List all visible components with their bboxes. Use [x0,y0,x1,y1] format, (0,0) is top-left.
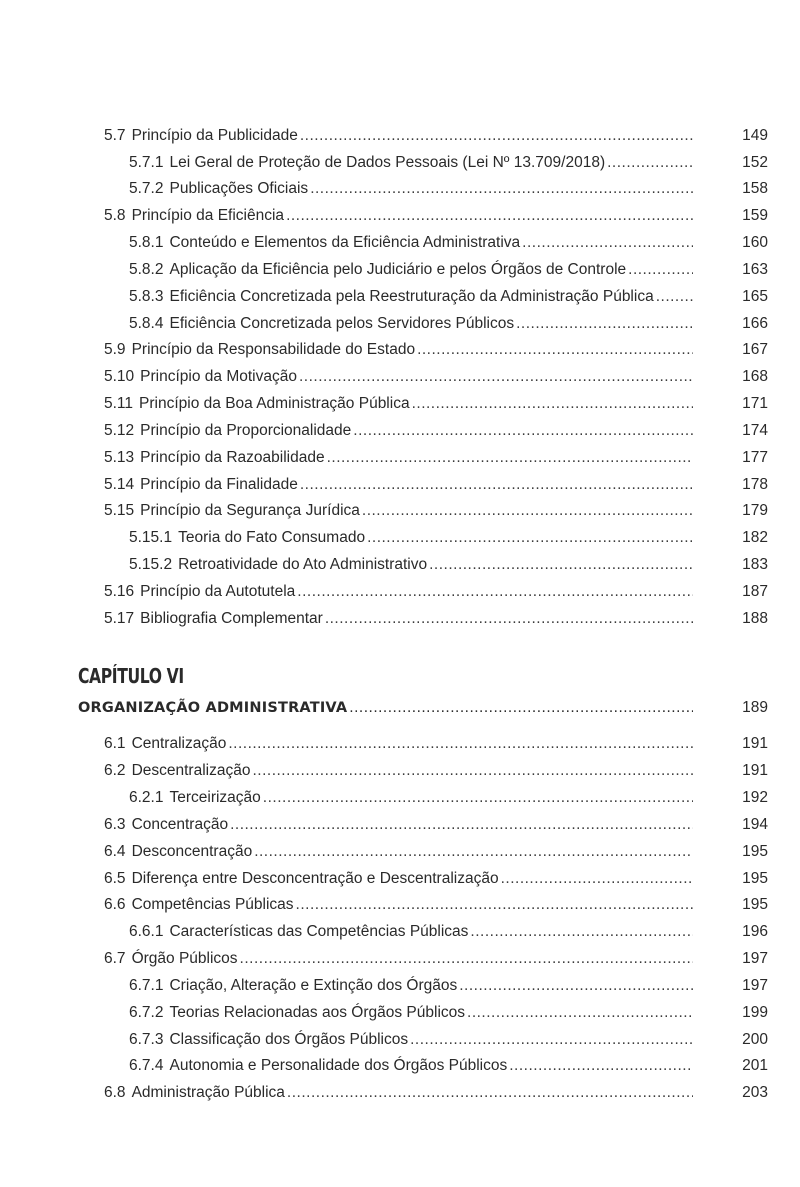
toc-entry [104,124,768,148]
entry-title: Princípio da Proporcionalidade [140,422,352,439]
entry-number: 6.7 [104,950,126,967]
dot-leader [412,392,693,416]
entry-page: 195 [742,896,768,913]
entry-page: 183 [742,556,768,573]
entry-number: 6.3 [104,816,126,833]
dot-leader [362,499,693,523]
toc-entry [129,285,768,309]
entry-title: Descentralização [131,762,251,779]
entry-title: Publicações Oficiais [169,180,309,197]
entry-page: 187 [742,583,768,600]
dot-leader [297,580,693,604]
entry-page: 159 [742,207,768,224]
entry-page: 192 [742,789,768,806]
entry-page: 177 [742,449,768,466]
entry-page: 197 [742,950,768,967]
dot-leader [230,813,693,837]
entry-number: 6.2 [104,762,126,779]
dot-leader [263,786,693,810]
toc-entry [104,947,768,971]
entry-title: Classificação dos Órgãos Públicos [169,1031,409,1048]
dot-leader [516,312,693,336]
entry-number: 6.1 [104,735,126,752]
entry-page: 168 [742,368,768,385]
entry-page: 201 [742,1057,768,1074]
entry-title: Bibliografia Complementar [140,610,323,627]
toc-entry [129,920,768,944]
entry-title: Retroatividade do Ato Administrativo [178,556,428,573]
entry-number: 5.10 [104,368,135,385]
entry-title: Diferença entre Desconcentração e Descentralização [131,870,499,887]
entry-page: 197 [742,977,768,994]
dot-leader [353,419,693,443]
entry-title: Aplicação da Eficiência pelo Judiciário e pelos Órgãos de Controle [169,261,627,278]
entry-page: 182 [742,529,768,546]
toc-entry [104,365,768,389]
entry-number: 5.8 [104,207,126,224]
entry-number: 6.6.1 [129,923,164,940]
entry-number: 6.2.1 [129,789,164,806]
dot-leader [501,867,693,891]
toc-entry [104,893,768,917]
entry-page: 167 [742,341,768,358]
entry-page: 196 [742,923,768,940]
dot-leader [410,1028,693,1052]
entry-title: Eficiência Concretizada pela Reestruturação da Administração Pública [169,288,654,305]
entry-title: Princípio da Razoabilidade [140,449,325,466]
entry-title: Teoria do Fato Consumado [178,529,366,546]
entry-title: Centralização [131,735,227,752]
entry-page: 166 [742,315,768,332]
entry-page: 174 [742,422,768,439]
toc-entry [104,392,768,416]
entry-title: Terceirização [169,789,261,806]
entry-page: 152 [742,154,768,171]
dot-leader [429,553,693,577]
entry-page: 199 [742,1004,768,1021]
entry-page: 194 [742,816,768,833]
entry-number: 6.6 [104,896,126,913]
entry-page: 191 [742,762,768,779]
chapter-title-entry [78,696,768,720]
entry-title: Características das Competências Públicas [169,923,469,940]
dot-leader [349,696,693,720]
toc-entry [104,840,768,864]
entry-page: 158 [742,180,768,197]
entry-number: 5.15.1 [129,529,173,546]
dot-leader [509,1054,693,1078]
dot-leader [252,759,693,783]
entry-number: 5.8.4 [129,315,164,332]
toc-entry [129,526,768,550]
toc-entry [104,204,768,228]
entry-title: Autonomia e Personalidade dos Órgãos Públicos [169,1057,508,1074]
entry-title: Teorias Relacionadas aos Órgãos Públicos [169,1004,466,1021]
toc-entry [129,231,768,255]
entry-page: 195 [742,843,768,860]
dot-leader [367,526,693,550]
toc-entry [129,312,768,336]
entry-number: 5.7 [104,127,126,144]
entry-number: 5.15 [104,502,135,519]
entry-page: 163 [742,261,768,278]
entry-title: Administração Pública [131,1084,285,1101]
dot-leader [656,285,693,309]
chapter-label: CAPÍTULO VI [78,664,184,688]
entry-number: 5.11 [104,395,134,412]
entry-number: 5.12 [104,422,135,439]
entry-number: 5.7.1 [129,154,164,171]
entry-title: Princípio da Boa Administração Pública [139,395,410,412]
entry-number: 6.4 [104,843,126,860]
toc-entry [104,338,768,362]
dot-leader [228,732,693,756]
toc-entry [129,1001,768,1025]
toc-entry [129,177,768,201]
dot-leader [296,893,693,917]
chapter-page: 189 [742,699,768,716]
entry-number: 5.8.1 [129,234,164,251]
entry-page: 179 [742,502,768,519]
entry-number: 5.14 [104,476,135,493]
toc-entry [104,1081,768,1105]
dot-leader [607,151,693,175]
dot-leader [470,920,693,944]
toc-entry [129,1028,768,1052]
entry-title: Órgão Públicos [131,950,238,967]
dot-leader [325,607,693,631]
entry-number: 6.8 [104,1084,126,1101]
entry-title: Princípio da Finalidade [140,476,298,493]
entry-title: Princípio da Autotutela [140,583,296,600]
entry-number: 5.9 [104,341,126,358]
entry-title: Princípio da Responsabilidade do Estado [131,341,416,358]
toc-entry [104,607,768,631]
toc-entry [129,786,768,810]
dot-leader [417,338,693,362]
toc-entry [129,974,768,998]
entry-page: 171 [742,395,768,412]
entry-page: 188 [742,610,768,627]
entry-title: Lei Geral de Proteção de Dados Pessoais (Lei Nº 13.709/2018) [169,154,606,171]
dot-leader [287,1081,693,1105]
entry-title: Princípio da Eficiência [131,207,285,224]
entry-page: 203 [742,1084,768,1101]
entry-number: 5.17 [104,610,135,627]
dot-leader [467,1001,693,1025]
entry-title: Competências Públicas [131,896,294,913]
entry-title: Princípio da Publicidade [131,127,298,144]
dot-leader [299,365,693,389]
toc-entry [104,759,768,783]
entry-number: 5.7.2 [129,180,164,197]
toc-entry [129,258,768,282]
entry-page: 178 [742,476,768,493]
entry-title: Desconcentração [131,843,253,860]
entry-number: 5.8.2 [129,261,164,278]
entry-number: 5.16 [104,583,135,600]
toc-entry [104,867,768,891]
dot-leader [300,473,693,497]
toc-entry [104,446,768,470]
dot-leader [459,974,693,998]
dot-leader [310,177,693,201]
entry-title: Eficiência Concretizada pelos Servidores Públicos [169,315,515,332]
entry-title: Conteúdo e Elementos da Eficiência Administrativa [169,234,521,251]
entry-title: Princípio da Motivação [140,368,297,385]
toc-entry [104,580,768,604]
entry-page: 200 [742,1031,768,1048]
dot-leader [286,204,693,228]
entry-number: 5.8.3 [129,288,164,305]
dot-leader [240,947,693,971]
toc-entry [104,499,768,523]
entry-page: 149 [742,127,768,144]
entry-page: 191 [742,735,768,752]
toc-entry [129,1054,768,1078]
toc-entry [129,151,768,175]
toc-entry [104,473,768,497]
chapter-title: ORGANIZAÇÃO ADMINISTRATIVA [78,700,348,716]
dot-leader [628,258,693,282]
entry-title: Princípio da Segurança Jurídica [140,502,360,519]
entry-number: 6.7.3 [129,1031,164,1048]
dot-leader [254,840,693,864]
entry-title: Criação, Alteração e Extinção dos Órgãos [169,977,458,994]
dot-leader [300,124,693,148]
dot-leader [522,231,693,255]
toc-entry [129,553,768,577]
toc-entry [104,732,768,756]
dot-leader [327,446,693,470]
entry-page: 160 [742,234,768,251]
entry-number: 5.15.2 [129,556,173,573]
entry-number: 5.13 [104,449,135,466]
entry-number: 6.7.2 [129,1004,164,1021]
entry-number: 6.7.4 [129,1057,164,1074]
toc-entry [104,813,768,837]
entry-page: 195 [742,870,768,887]
entry-page: 165 [742,288,768,305]
toc-entry [104,419,768,443]
entry-title: Concentração [131,816,229,833]
entry-number: 6.7.1 [129,977,164,994]
entry-number: 6.5 [104,870,126,887]
